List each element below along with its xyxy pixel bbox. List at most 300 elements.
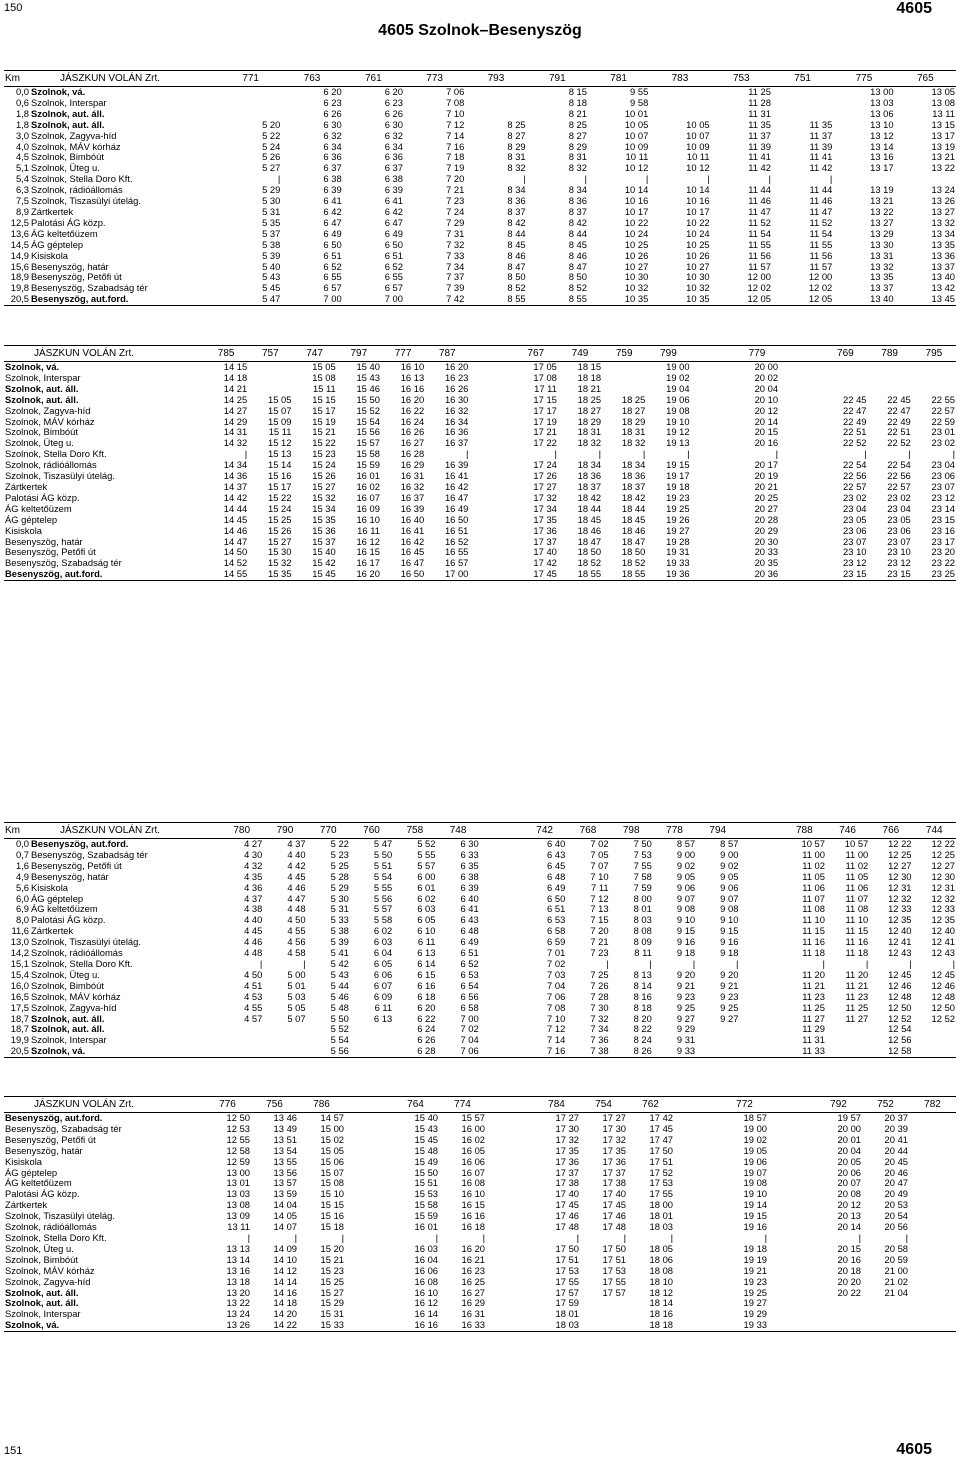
- departure-time: 17 26: [533, 471, 557, 482]
- departure-time: 6 36: [384, 152, 403, 163]
- departure-time: 23 14: [931, 503, 955, 514]
- departure-time: 20 46: [884, 1167, 908, 1178]
- departure-time: 16 14: [414, 1309, 438, 1320]
- departure-time: [739, 894, 782, 905]
- departure-time: 6 48: [460, 926, 479, 937]
- departure-time: 18 55: [602, 569, 646, 580]
- departure-time: 17 48: [555, 1222, 579, 1233]
- station-name: Szolnok, vá.: [30, 1046, 220, 1057]
- station-name: ÁG keltetőüzem: [31, 904, 98, 915]
- departure-time: 18 21: [577, 383, 602, 394]
- departure-time: 16 09: [356, 503, 380, 514]
- departure-time: [823, 362, 867, 373]
- departure-time: 6 10: [417, 926, 436, 937]
- departure-time: 4 45: [244, 926, 263, 937]
- departure-time: [862, 1320, 909, 1331]
- departure-time: 8 14: [633, 980, 652, 991]
- table-row: [4, 1157, 956, 1168]
- departure-time: 6 28: [393, 1046, 436, 1057]
- departure-time: 10 05: [624, 119, 649, 130]
- train-number: 766: [869, 823, 912, 839]
- departure-time: 23 06: [887, 525, 911, 536]
- departure-time: [486, 1200, 533, 1211]
- departure-time: 13 16: [226, 1265, 250, 1276]
- departure-time: 18 47: [577, 536, 602, 547]
- table-row: [4, 196, 956, 207]
- departure-time: 20 45: [884, 1156, 908, 1167]
- table-row: [4, 1189, 956, 1200]
- departure-time: 10 14: [686, 185, 710, 196]
- departure-time: 11 33: [783, 1046, 826, 1057]
- departure-time: 9 06: [676, 882, 696, 893]
- table-row: [4, 1124, 956, 1135]
- departure-time: 16 27: [400, 438, 425, 449]
- departure-time: 19 07: [743, 1167, 767, 1178]
- departure-time: 6 41: [323, 196, 342, 207]
- departure-time: 6 20: [384, 86, 403, 97]
- km-header: Km: [4, 71, 30, 87]
- departure-time: 11 25: [802, 1002, 825, 1013]
- page-number-footer: 151: [4, 1445, 23, 1457]
- station-name: Palotási ÁG közp.: [31, 915, 106, 926]
- departure-time: 6 03: [417, 904, 436, 915]
- km-cell: 0,0: [15, 86, 29, 97]
- station-name: Szolnok, Interspar: [31, 1035, 107, 1046]
- departure-time: 15 22: [268, 492, 292, 503]
- departure-time: 13 46: [273, 1112, 297, 1123]
- departure-time: 4 46: [244, 937, 263, 948]
- departure-time: 20 14: [837, 1222, 861, 1233]
- departure-time: [826, 1024, 869, 1035]
- departure-time: 14 34: [223, 460, 248, 471]
- table-row: [4, 1146, 956, 1157]
- departure-time: 17 38: [602, 1178, 626, 1189]
- departure-time: [779, 395, 823, 406]
- departure-time: [768, 1298, 815, 1309]
- departure-time: [691, 406, 735, 417]
- departure-time: 19 18: [666, 481, 690, 492]
- departure-time: 13 18: [226, 1276, 250, 1287]
- departure-time: 20 16: [837, 1254, 861, 1265]
- departure-time: 7 37: [446, 272, 465, 283]
- departure-time: 19 23: [743, 1276, 767, 1287]
- departure-time: 18 29: [621, 416, 646, 427]
- departure-time: 11 15: [802, 926, 825, 937]
- departure-time: [465, 98, 526, 109]
- departure-time: 7 34: [446, 261, 465, 272]
- departure-time: 13 27: [870, 217, 894, 228]
- departure-time: [486, 1157, 533, 1168]
- departure-time: 9 10: [676, 915, 696, 926]
- departure-time: 10 26: [624, 250, 649, 261]
- departure-time: 15 35: [248, 569, 292, 580]
- departure-time: 16 05: [461, 1145, 485, 1156]
- departure-time: 4 37: [244, 893, 263, 904]
- departure-time: 14 15: [223, 361, 248, 372]
- departure-time: 8 03: [633, 915, 652, 926]
- departure-time: 20 56: [884, 1222, 908, 1233]
- departure-time: 15 15: [312, 394, 336, 405]
- departure-time: 20 12: [837, 1200, 861, 1211]
- station-name: Szolnok, aut. áll.: [31, 1013, 105, 1024]
- departure-time: 17 51: [649, 1156, 673, 1167]
- departure-time: 9 15: [676, 926, 696, 937]
- departure-time: 8 32: [507, 163, 526, 174]
- departure-time: 12 32: [888, 893, 912, 904]
- departure-time: 6 47: [323, 217, 342, 228]
- operator-name: JÁSZKUN VOLÁN Zrt.: [30, 71, 220, 87]
- departure-time: 8 42: [507, 217, 526, 228]
- departure-time: 15 59: [356, 460, 380, 471]
- departure-time: 6 30: [323, 119, 342, 130]
- departure-time: 7 08: [446, 97, 465, 108]
- departure-time: [768, 1157, 815, 1168]
- station-name: Szolnok, vá.: [4, 1320, 204, 1331]
- departure-time: 12 33: [888, 904, 912, 915]
- departure-time: [674, 1124, 721, 1135]
- km-cell: 19,8: [10, 283, 29, 294]
- departure-time: 10 32: [624, 283, 649, 294]
- train-number: [739, 823, 782, 839]
- departure-time: 20 30: [754, 536, 779, 547]
- departure-time: 9 02: [676, 860, 696, 871]
- departure-time: 22 51: [887, 427, 911, 438]
- departure-time: [895, 174, 956, 185]
- departure-time: 9 20: [720, 969, 739, 980]
- departure-time: 14 37: [223, 481, 248, 492]
- departure-time: 12 53: [226, 1123, 250, 1134]
- departure-time: 9 21: [720, 980, 739, 991]
- departure-time: 4 55: [244, 1002, 263, 1013]
- departure-time: [486, 1124, 533, 1135]
- station-name: Besenyszög, határ: [31, 261, 109, 272]
- departure-time: 15 32: [312, 492, 336, 503]
- departure-time: 16 50: [381, 569, 425, 580]
- departure-time: 18 45: [621, 514, 646, 525]
- departure-time: 5 29: [262, 185, 281, 196]
- departure-time: 16 01: [356, 471, 380, 482]
- departure-time: 6 55: [384, 272, 403, 283]
- departure-time: 11 15: [845, 926, 869, 937]
- station-name: Szolnok, Tiszasülyi útelág.: [5, 1211, 115, 1222]
- train-number: [768, 1097, 815, 1113]
- departure-time: 4 38: [244, 904, 263, 915]
- station-name: Szolnok, MÁV kórház: [5, 416, 95, 427]
- departure-time: 20 08: [837, 1189, 861, 1200]
- table-row: [4, 207, 956, 218]
- departure-time: 15 07: [268, 405, 292, 416]
- km-cell: 13,0: [10, 937, 29, 948]
- departure-time: 7 53: [633, 849, 652, 860]
- departure-time: 11 18: [845, 948, 869, 959]
- departure-time: 15 54: [356, 416, 380, 427]
- departure-time: [480, 883, 523, 894]
- departure-time: [486, 1146, 533, 1157]
- departure-time: 20 06: [837, 1167, 861, 1178]
- train-number: 777: [381, 346, 425, 362]
- departure-time: 9 23: [676, 991, 696, 1002]
- departure-time: 16 16: [392, 1320, 439, 1331]
- departure-time: [913, 1035, 956, 1046]
- departure-time: 8 25: [507, 119, 526, 130]
- station-name: Zártkertek: [5, 481, 48, 492]
- departure-time: 16 20: [444, 361, 469, 372]
- train-number: 776: [204, 1097, 251, 1113]
- train-number: [779, 346, 823, 362]
- table-row: [4, 959, 956, 970]
- station-name: Szolnok, Zagyva-híd: [31, 130, 117, 141]
- departure-time: [691, 460, 735, 471]
- table-row: [4, 547, 956, 558]
- table-row: [4, 395, 956, 406]
- departure-time: 9 07: [676, 893, 696, 904]
- departure-time: 15 45: [414, 1134, 438, 1145]
- departure-time: 15 48: [414, 1145, 438, 1156]
- departure-time: 5 29: [330, 882, 349, 893]
- departure-time: 16 32: [444, 405, 469, 416]
- departure-time: 11 52: [748, 217, 771, 228]
- departure-time: [739, 839, 782, 850]
- departure-time: [779, 537, 823, 548]
- departure-time: 10 30: [624, 272, 649, 283]
- departure-time: 18 18: [627, 1320, 674, 1331]
- departure-time: 17 45: [555, 1200, 579, 1211]
- departure-time: 10 11: [625, 152, 649, 163]
- departure-time: 15 40: [414, 1112, 438, 1123]
- departure-time: 11 55: [809, 239, 833, 250]
- departure-time: 11 18: [802, 948, 825, 959]
- departure-time: 5 43: [262, 272, 281, 283]
- departure-time: 11 05: [802, 871, 825, 882]
- table-row: [4, 1244, 956, 1255]
- departure-time: 6 26: [384, 108, 403, 119]
- train-number: 747: [292, 346, 336, 362]
- departure-time: |: [905, 1232, 908, 1243]
- departure-time: 9 00: [720, 849, 739, 860]
- departure-time: 7 00: [343, 294, 404, 305]
- departure-time: [768, 1168, 815, 1179]
- table-row: [4, 1113, 956, 1124]
- departure-time: 5 42: [330, 958, 349, 969]
- departure-time: 15 40: [312, 547, 336, 558]
- departure-time: 6 49: [547, 882, 566, 893]
- departure-time: [674, 1146, 721, 1157]
- station-name: Szolnok, Interspar: [5, 372, 81, 383]
- departure-time: 20 13: [837, 1211, 861, 1222]
- train-number: 759: [602, 346, 646, 362]
- departure-time: [691, 427, 735, 438]
- departure-time: 17 50: [649, 1145, 673, 1156]
- departure-time: 17 55: [555, 1276, 579, 1287]
- timetable-4: [4, 1096, 956, 1332]
- departure-time: 17 27: [602, 1112, 626, 1123]
- departure-time: 8 34: [507, 185, 526, 196]
- departure-time: [674, 1211, 721, 1222]
- departure-time: [768, 1255, 815, 1266]
- departure-time: 14 12: [273, 1265, 297, 1276]
- departure-time: |: [642, 449, 646, 460]
- departure-time: [779, 362, 823, 373]
- departure-time: 13 22: [226, 1298, 250, 1309]
- departure-time: 8 37: [568, 206, 587, 217]
- departure-time: 19 31: [666, 547, 690, 558]
- departure-time: 12 45: [931, 969, 955, 980]
- departure-time: [469, 493, 513, 504]
- departure-time: 7 08: [547, 1002, 566, 1013]
- departure-time: 7 11: [591, 882, 609, 893]
- departure-time: 17 35: [555, 1145, 579, 1156]
- departure-time: [779, 547, 823, 558]
- train-number: 797: [337, 346, 381, 362]
- departure-time: 16 37: [444, 438, 469, 449]
- station-name: Besenyszög, aut.ford.: [30, 294, 220, 305]
- table-row: [4, 1320, 956, 1331]
- station-name: Besenyszög, határ: [31, 871, 109, 882]
- departure-time: 14 36: [223, 471, 248, 482]
- departure-time: 16 16: [461, 1211, 485, 1222]
- departure-time: 16 00: [461, 1123, 485, 1134]
- km-cell: 6,3: [15, 185, 29, 196]
- departure-time: [909, 1113, 956, 1124]
- departure-time: |: [244, 449, 248, 460]
- departure-time: 6 43: [547, 849, 566, 860]
- departure-time: 17 11: [534, 383, 557, 394]
- departure-time: 13 59: [273, 1189, 297, 1200]
- route-number-footer: 4605: [896, 1441, 932, 1458]
- departure-time: 11 46: [748, 196, 771, 207]
- departure-time: |: [247, 1232, 250, 1243]
- departure-time: [739, 872, 782, 883]
- departure-time: [833, 174, 894, 185]
- departure-time: 6 43: [460, 915, 479, 926]
- departure-time: 10 12: [624, 163, 649, 174]
- departure-time: 5 30: [262, 196, 281, 207]
- table-row: [4, 240, 956, 251]
- departure-time: 12 05: [772, 294, 833, 305]
- departure-time: 12 41: [888, 937, 912, 948]
- departure-time: 13 14: [870, 141, 894, 152]
- departure-time: 11 05: [845, 871, 869, 882]
- train-number: 765: [895, 71, 956, 87]
- departure-time: 6 03: [373, 937, 393, 948]
- table-row: [4, 1233, 956, 1244]
- departure-time: 12 30: [931, 871, 955, 882]
- departure-time: 4 36: [244, 882, 263, 893]
- table-row: [4, 1255, 956, 1266]
- departure-time: 6 34: [323, 141, 342, 152]
- departure-time: [768, 1135, 815, 1146]
- departure-time: 17 37: [555, 1167, 579, 1178]
- departure-time: 7 16: [446, 141, 465, 152]
- departure-time: 7 15: [590, 915, 609, 926]
- departure-time: 13 32: [870, 261, 894, 272]
- station-name: ÁG keltetőüzem: [5, 1178, 72, 1189]
- departure-time: 11 46: [809, 196, 833, 207]
- departure-time: 15 33: [298, 1320, 345, 1331]
- departure-time: [350, 1046, 393, 1057]
- departure-time: |: [482, 1232, 485, 1243]
- departure-time: 10 07: [686, 130, 710, 141]
- departure-time: [345, 1146, 392, 1157]
- departure-time: 6 30: [460, 838, 479, 849]
- departure-time: [739, 861, 782, 872]
- departure-time: 20 37: [884, 1112, 908, 1123]
- departure-time: 19 28: [666, 536, 690, 547]
- departure-time: 5 57: [417, 860, 436, 871]
- departure-time: 15 58: [356, 449, 380, 460]
- departure-time: 19 08: [666, 405, 690, 416]
- departure-time: 11 20: [802, 969, 825, 980]
- train-number: [486, 1097, 533, 1113]
- departure-time: |: [645, 174, 649, 185]
- departure-time: 19 27: [666, 525, 690, 536]
- departure-time: [674, 1178, 721, 1189]
- departure-time: 5 38: [330, 926, 349, 937]
- departure-time: 6 50: [384, 239, 403, 250]
- departure-time: 5 24: [262, 141, 281, 152]
- table-row: [4, 894, 956, 905]
- departure-time: 14 20: [273, 1309, 297, 1320]
- departure-time: 7 59: [633, 882, 652, 893]
- departure-time: 8 36: [568, 196, 587, 207]
- departure-time: 14 45: [223, 514, 248, 525]
- station-name: Szolnok, Üteg u.: [5, 1243, 74, 1254]
- departure-time: 6 51: [384, 250, 403, 261]
- departure-time: 8 36: [507, 196, 526, 207]
- departure-time: [469, 569, 513, 580]
- departure-time: 15 27: [268, 536, 292, 547]
- departure-time: 7 10: [446, 108, 465, 119]
- km-header: Km: [4, 823, 30, 839]
- departure-time: 8 57: [676, 838, 696, 849]
- departure-time: 6 40: [547, 838, 566, 849]
- departure-time: 12 48: [931, 991, 955, 1002]
- departure-time: 9 33: [653, 1046, 696, 1057]
- departure-time: 12 59: [226, 1156, 250, 1167]
- departure-time: 11 57: [809, 261, 833, 272]
- departure-time: [779, 526, 823, 537]
- departure-time: 9 16: [720, 937, 739, 948]
- departure-time: [674, 1222, 721, 1233]
- departure-time: [480, 981, 523, 992]
- departure-time: 13 20: [226, 1287, 250, 1298]
- departure-time: 12 40: [888, 926, 912, 937]
- departure-time: 8 22: [633, 1024, 652, 1035]
- station-name: Szolnok, aut. áll.: [31, 108, 105, 119]
- departure-time: 11 41: [809, 152, 833, 163]
- departure-time: 8 25: [568, 119, 587, 130]
- station-name: ÁG géptelep: [31, 239, 84, 250]
- departure-time: 17 22: [533, 438, 557, 449]
- departure-time: 8 31: [507, 152, 526, 163]
- departure-time: 6 39: [384, 185, 403, 196]
- departure-time: 11 10: [802, 915, 825, 926]
- table-row: [4, 482, 956, 493]
- departure-time: 14 42: [223, 492, 248, 503]
- table-row: [4, 272, 956, 283]
- departure-time: [909, 1277, 956, 1288]
- departure-time: 13 29: [870, 228, 894, 239]
- departure-time: 20 54: [884, 1211, 908, 1222]
- departure-time: |: [822, 958, 825, 969]
- departure-time: 6 13: [417, 948, 436, 959]
- departure-time: 14 04: [273, 1200, 297, 1211]
- departure-time: 7 21: [446, 185, 465, 196]
- departure-time: 18 32: [621, 438, 646, 449]
- train-number: 781: [588, 71, 649, 87]
- departure-time: [674, 1168, 721, 1179]
- departure-time: 15 29: [320, 1298, 344, 1309]
